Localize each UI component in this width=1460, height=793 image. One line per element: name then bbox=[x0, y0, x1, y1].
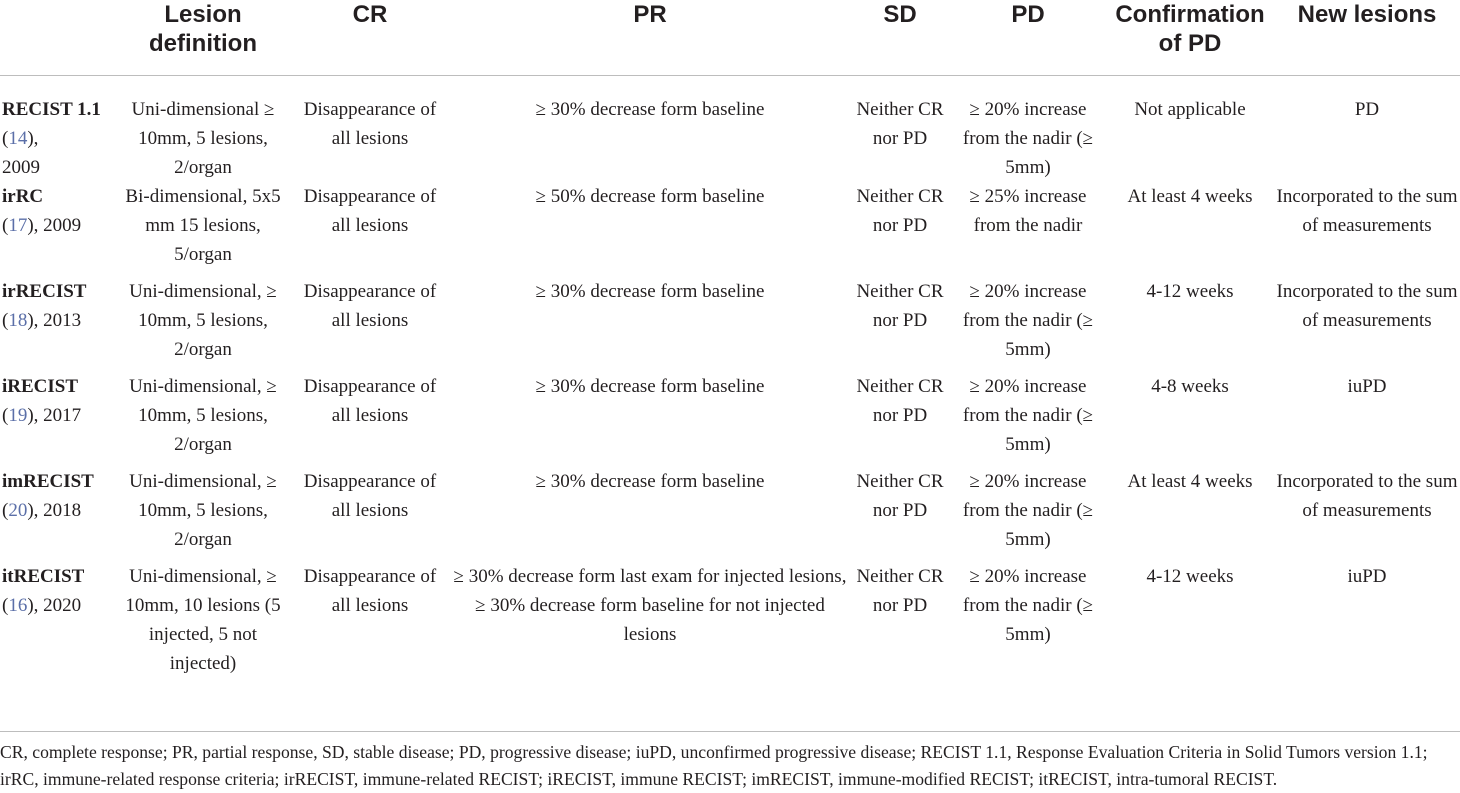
ref-close: ), bbox=[27, 215, 39, 236]
criteria-year: 2013 bbox=[43, 310, 82, 331]
reference-link[interactable]: 19 bbox=[8, 405, 28, 426]
header-criteria bbox=[0, 0, 116, 76]
ref-close: ), bbox=[27, 310, 39, 331]
new-lesions-cell: Incorporated to the sum of measurements bbox=[1276, 281, 1458, 331]
criteria-cell bbox=[0, 182, 116, 277]
pr-cell: ≥ 30% decrease form baseline bbox=[535, 376, 765, 397]
cr-cell: Disappearance of all lesions bbox=[303, 186, 437, 236]
table-row bbox=[0, 76, 1460, 183]
reference-link[interactable]: 14 bbox=[8, 128, 28, 149]
criteria-name: imRECIST bbox=[2, 471, 94, 492]
ref-open: ( bbox=[2, 595, 9, 616]
criteria-year: 2018 bbox=[43, 500, 82, 521]
table-row bbox=[0, 182, 1460, 277]
pr-cell: ≥ 50% decrease form baseline bbox=[535, 186, 765, 207]
ref-open: ( bbox=[2, 310, 9, 331]
criteria-name: irRC bbox=[2, 186, 44, 207]
pr-cell: ≥ 30% decrease form baseline bbox=[535, 99, 765, 120]
ref-close: ), bbox=[27, 405, 39, 426]
criteria-cell bbox=[0, 562, 116, 712]
criteria-name: itRECIST bbox=[2, 566, 85, 587]
criteria-cell bbox=[0, 372, 116, 467]
reference-link[interactable]: 20 bbox=[8, 500, 28, 521]
sd-cell: Neither CR nor PD bbox=[856, 186, 944, 236]
pd-cell: ≥ 20% increase from the nadir (≥ 5mm) bbox=[962, 471, 1094, 550]
header-confirmation-of-pd: Confirmation of PD bbox=[1106, 0, 1274, 76]
ref-open: ( bbox=[2, 500, 9, 521]
confirmation-cell: 4-12 weeks bbox=[1146, 566, 1234, 587]
criteria-name: irRECIST bbox=[2, 281, 87, 302]
criteria-name: iRECIST bbox=[2, 376, 79, 397]
pr-cell: ≥ 30% decrease form baseline bbox=[535, 471, 765, 492]
criteria-cell bbox=[0, 467, 116, 562]
table-row bbox=[0, 372, 1460, 467]
sd-cell: Neither CR nor PD bbox=[856, 99, 944, 149]
reference-link[interactable]: 17 bbox=[8, 215, 28, 236]
pd-cell: ≥ 20% increase from the nadir (≥ 5mm) bbox=[962, 376, 1094, 455]
header-lesion-definition: Lesion definition bbox=[116, 0, 290, 76]
header-sd: SD bbox=[850, 0, 950, 76]
criteria-year: 2020 bbox=[43, 595, 82, 616]
sd-cell: Neither CR nor PD bbox=[856, 471, 944, 521]
header-cr: CR bbox=[290, 0, 450, 76]
table-row bbox=[0, 277, 1460, 372]
confirmation-cell: At least 4 weeks bbox=[1127, 186, 1253, 207]
ref-close: ), bbox=[27, 595, 39, 616]
confirmation-cell: At least 4 weeks bbox=[1127, 471, 1253, 492]
criteria-name: RECIST 1.1 bbox=[2, 99, 101, 120]
lesion-definition-cell: Uni-dimensional, ≥ 10mm, 5 lesions, 2/organ bbox=[129, 281, 277, 360]
pr-cell: ≥ 30% decrease form last exam for injected lesions, ≥ 30% decrease form baseline for not injected lesions bbox=[453, 566, 847, 645]
header-new-lesions: New lesions bbox=[1274, 0, 1460, 76]
confirmation-cell: 4-12 weeks bbox=[1146, 281, 1234, 302]
criteria-year: 2017 bbox=[43, 405, 82, 426]
cr-cell: Disappearance of all lesions bbox=[303, 566, 437, 616]
lesion-definition-cell: Uni-dimensional, ≥ 10mm, 5 lesions, 2/organ bbox=[129, 376, 277, 455]
new-lesions-cell: iuPD bbox=[1347, 376, 1387, 397]
cr-cell: Disappearance of all lesions bbox=[303, 471, 437, 521]
pd-cell: ≥ 20% increase from the nadir (≥ 5mm) bbox=[962, 99, 1094, 178]
table-footnote: CR, complete response; PR, partial response, SD, stable disease; PD, progressive disease; iuPD, unconfirmed progressive disease; RECIST 1.1, Response Evaluation Criteria in Solid Tumors version 1.1; irRC, immune-related response criteria; irRECIST, immune-related RECIST; iRECIST, immune RECIST; imRECIST, immune-modified RECIST; itRECIST, intra-tumoral RECIST. bbox=[0, 731, 1460, 793]
criteria-cell bbox=[0, 277, 116, 372]
ref-close: ), bbox=[27, 500, 39, 521]
new-lesions-cell: PD bbox=[1354, 99, 1380, 120]
sd-cell: Neither CR nor PD bbox=[856, 566, 944, 616]
lesion-definition-cell: Uni-dimensional ≥ 10mm, 5 lesions, 2/organ bbox=[131, 99, 275, 178]
new-lesions-cell: iuPD bbox=[1347, 566, 1387, 587]
pd-cell: ≥ 20% increase from the nadir (≥ 5mm) bbox=[962, 281, 1094, 360]
reference-link[interactable]: 16 bbox=[8, 595, 28, 616]
new-lesions-cell: Incorporated to the sum of measurements bbox=[1276, 186, 1458, 236]
cr-cell: Disappearance of all lesions bbox=[303, 376, 437, 426]
reference-link[interactable]: 18 bbox=[8, 310, 28, 331]
pd-cell: ≥ 20% increase from the nadir (≥ 5mm) bbox=[962, 566, 1094, 645]
ref-open: ( bbox=[2, 128, 9, 149]
lesion-definition-cell: Uni-dimensional, ≥ 10mm, 10 lesions (5 injected, 5 not injected) bbox=[125, 566, 281, 674]
header-pr: PR bbox=[450, 0, 850, 76]
header-row bbox=[0, 0, 1460, 76]
table-row bbox=[0, 562, 1460, 712]
new-lesions-cell: Incorporated to the sum of measurements bbox=[1276, 471, 1458, 521]
table-row bbox=[0, 467, 1460, 562]
sd-cell: Neither CR nor PD bbox=[856, 281, 944, 331]
criteria-year: 2009 bbox=[43, 215, 82, 236]
pr-cell: ≥ 30% decrease form baseline bbox=[535, 281, 765, 302]
ref-close: ), bbox=[27, 128, 39, 149]
header-pd: PD bbox=[950, 0, 1106, 76]
confirmation-cell: Not applicable bbox=[1134, 99, 1246, 120]
criteria-year: 2009 bbox=[2, 157, 40, 178]
ref-open: ( bbox=[2, 405, 9, 426]
ref-open: ( bbox=[2, 215, 9, 236]
cr-cell: Disappearance of all lesions bbox=[303, 99, 437, 149]
lesion-definition-cell: Uni-dimensional, ≥ 10mm, 5 lesions, 2/organ bbox=[129, 471, 277, 550]
pd-cell: ≥ 25% increase from the nadir bbox=[969, 186, 1087, 236]
lesion-definition-cell: Bi-dimensional, 5x5 mm 15 lesions, 5/organ bbox=[125, 186, 281, 265]
criteria-cell bbox=[0, 76, 116, 183]
sd-cell: Neither CR nor PD bbox=[856, 376, 944, 426]
cr-cell: Disappearance of all lesions bbox=[303, 281, 437, 331]
confirmation-cell: 4-8 weeks bbox=[1151, 376, 1229, 397]
